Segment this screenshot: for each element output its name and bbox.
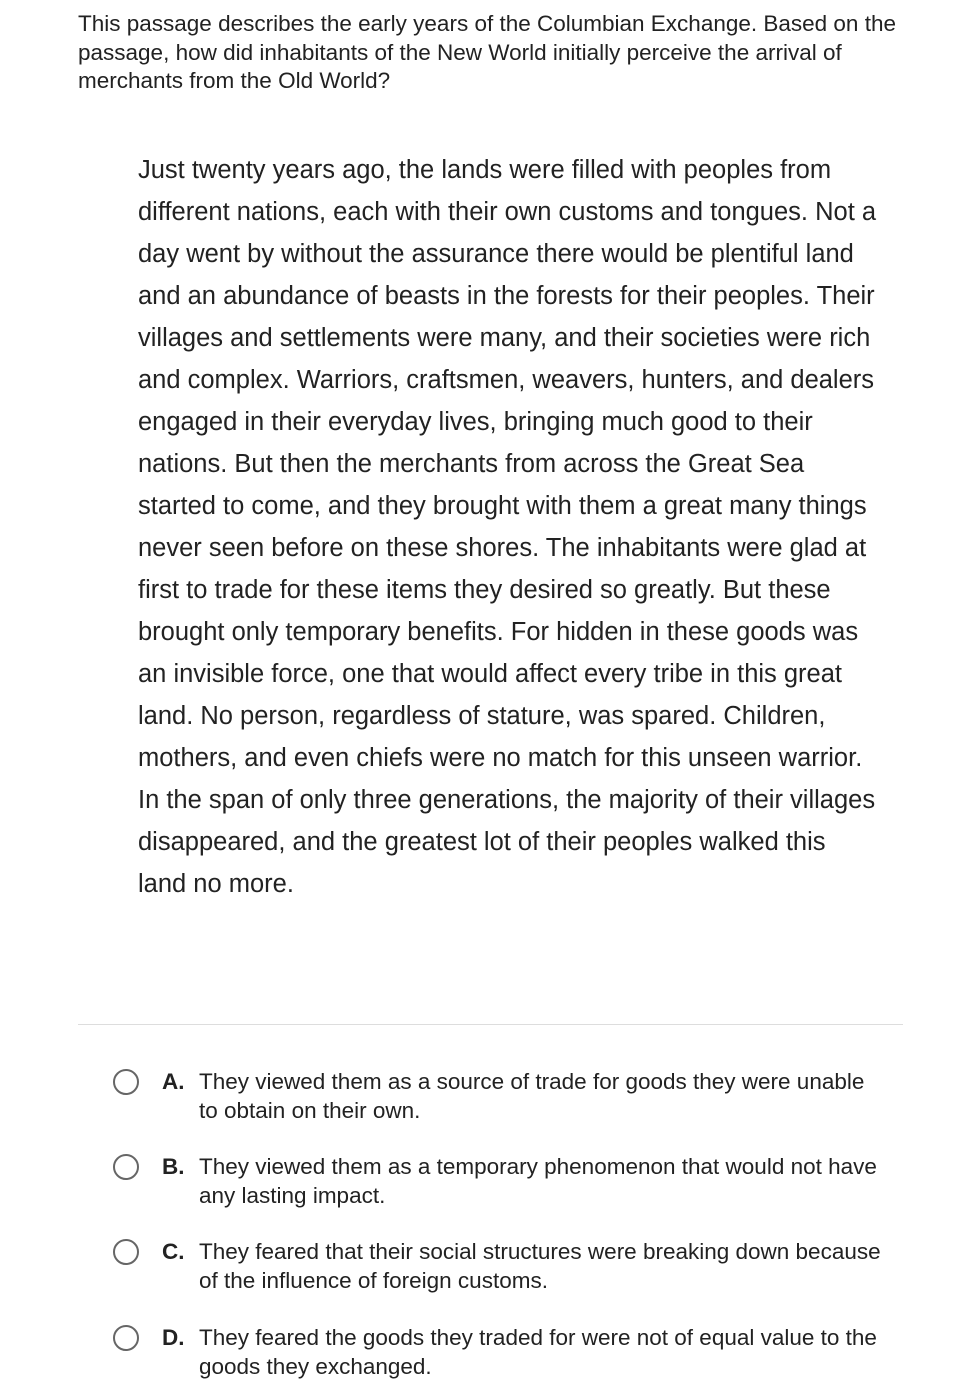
choice-text-c: They feared that their social structures were breaking down because of the influence of foreign customs.	[199, 1239, 881, 1293]
radio-button-c[interactable]	[113, 1239, 139, 1265]
answer-choice-b[interactable]	[113, 1153, 913, 1217]
radio-button-d[interactable]	[113, 1325, 139, 1351]
choice-text-b: They viewed them as a temporary phenomenon that would not have any lasting impact.	[199, 1154, 877, 1208]
answer-choice-a[interactable]	[113, 1068, 913, 1132]
answer-choice-c[interactable]	[113, 1238, 913, 1302]
choice-letter-c: C.	[162, 1239, 185, 1264]
choice-letter-b: B.	[162, 1154, 185, 1179]
radio-button-b[interactable]	[113, 1154, 139, 1180]
question-prompt: This passage describes the early years of the Columbian Exchange. Based on the passage, how did inhabitants of the New World initially perceive the arrival of merchants from the Old World?	[78, 11, 896, 93]
divider	[78, 1024, 903, 1025]
choice-letter-a: A.	[162, 1069, 185, 1094]
choice-text-d: They feared the goods they traded for were not of equal value to the goods they exchanged.	[199, 1325, 877, 1379]
choice-text-a: They viewed them as a source of trade for goods they were unable to obtain on their own.	[199, 1069, 865, 1123]
answer-choice-d[interactable]	[113, 1324, 913, 1388]
passage-text: Just twenty years ago, the lands were filled with peoples from different nations, each with their own customs and tongues. Not a day went by without the assurance there would be plentiful land and an abundance of beasts in the forests for their peoples. Their villages and settlements were many, and their societies were rich and complex. Warriors, craftsmen, weavers, hunters, and dealers engaged in their everyday lives, bringing much good to their nations. But then the merchants from across the Great Sea started to come, and they brought with them a great many things never seen before on these shores. The inhabitants were glad at first to trade for these items they desired so greatly. But these brought only temporary benefits. For hidden in these goods was an invisible force, one that would affect every tribe in this great land. No person, regardless of stature, was spared. Children, mothers, and even chiefs were no match for this unseen warrior. In the span of only three generations, the majority of their villages disappeared, and the greatest lot of their peoples walked this land no more.	[138, 156, 877, 898]
radio-button-a[interactable]	[113, 1069, 139, 1095]
choice-letter-d: D.	[162, 1325, 185, 1350]
